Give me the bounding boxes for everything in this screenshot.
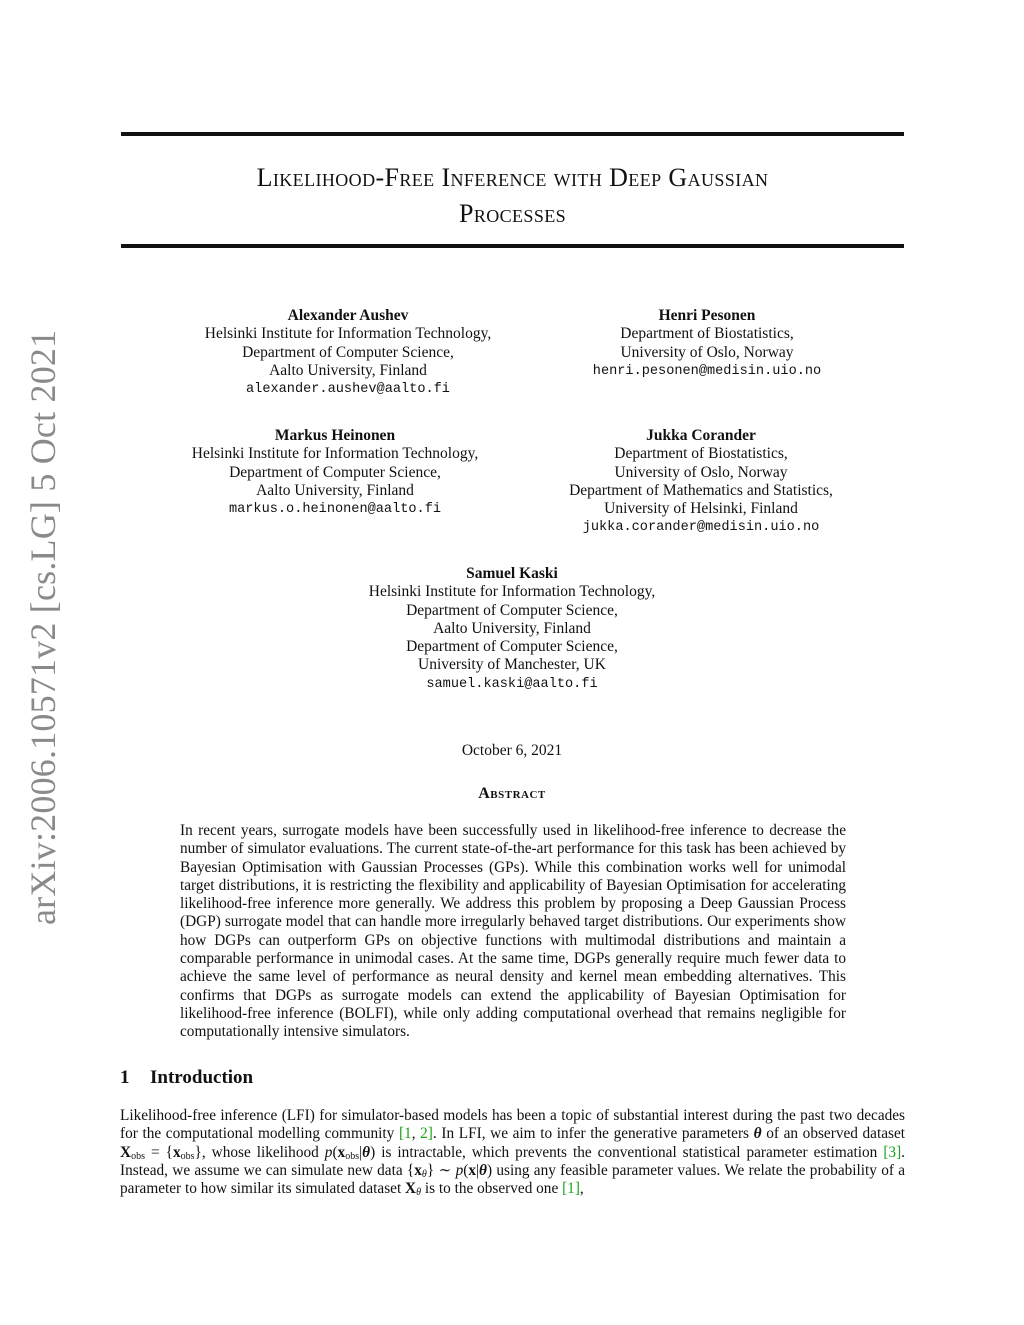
title-line-1: Likelihood-Free Inference with Deep Gaussian [256,163,769,192]
title-top-rule [121,132,904,136]
text-run: , whose likelihood [201,1143,325,1161]
math-operator: ) [370,1143,376,1161]
text-run: , [411,1125,421,1143]
math-theta: θ [479,1161,487,1179]
math-operator: } [426,1161,435,1179]
abstract-heading: Abstract [478,785,546,802]
math-theta: θ [362,1143,371,1161]
author-affiliation: Department of Biostatistics, [614,445,788,463]
abstract-text: In recent years, surrogate models have been successfully used in likelihood-free inference to decrease the number of simulator evaluations. The current state-of-the-art performance for this task has been achieved by Bayesian Optimisation with Gaussian Processes (GPs). While this combination works well for unimodal target distributions, it is restricting the flexibility and applicability of Bayesian Optimisation for accelerating likelihood-free inference more generally. We address this problem by proposing a Deep Gaussian Process (DGP) surrogate model that can handle more irregularly behaved target distributions. Our experiments show how DGPs can outperform GPs on objective functions with multimodal distributions and maintain a comparable performance in unimodal cases. At the same time, DGPs generally require much fewer data to achieve the same level of performance as neural density and kernel mean embedding alternatives. This confirms that DGPs as surrogate models can extend the applicability of Bayesian Optimisation for likelihood-free inference (BOLFI), while only adding computational overhead that remains negligible for computationally intensive simulators. [180,822,846,1041]
citation-link[interactable]: [3] [883,1143,902,1161]
title-line-2: Processes [458,199,567,228]
math-subscript: θ [416,1187,422,1199]
author-affiliation: Department of Computer Science, [406,638,618,656]
math-operator: ( [332,1143,338,1161]
text-run: . Instead, we assume we can simulate new data [120,1143,905,1179]
author-name: Alexander Aushev [287,307,409,324]
math-operator: ) [487,1161,493,1179]
author-affiliation: Helsinki Institute for Information Technology, [191,445,479,463]
text-run: of an observed dataset [761,1125,906,1143]
math-symbol: x [172,1143,181,1161]
math-subscript: obs [345,1150,360,1162]
citation-link[interactable]: [1] [562,1180,580,1198]
section-number: 1 [120,1067,130,1088]
author-affiliation: Helsinki Institute for Information Technology, [204,325,492,343]
math-symbol: p [324,1143,333,1161]
math-operator: ∼ [434,1161,456,1179]
math-operator: = { [144,1143,173,1161]
author-block [135,427,535,519]
math-subscript: θ [421,1168,427,1180]
author-block [312,565,712,694]
text-run: Likelihood-free inference (LFI) for simulator-based models has been a topic of substantial interest during the past two decades for the computational modelling community [120,1107,905,1143]
introduction-paragraph [120,1107,905,1198]
math-symbol: x [337,1143,346,1161]
author-email: alexander.aushev@aalto.fi [246,382,450,398]
section-heading [120,1067,253,1089]
author-affiliation: Helsinki Institute for Information Technology, [368,583,656,601]
math-subscript: obs [180,1150,195,1162]
math-theta: θ [753,1125,762,1143]
author-affiliation: University of Manchester, UK [418,656,606,674]
paper-date: October 6, 2021 [461,742,563,759]
author-name: Samuel Kaski [466,565,558,582]
author-name: Jukka Corander [646,427,756,444]
author-block [148,307,548,399]
author-affiliation: University of Helsinki, Finland [604,500,798,518]
math-symbol: x [468,1161,476,1179]
math-operator: ( [463,1161,469,1179]
author-affiliation: Department of Mathematics and Statistics, [569,481,833,499]
section-title: Introduction [150,1067,254,1088]
title-bottom-rule [121,244,904,248]
text-run: , [579,1180,584,1198]
arxiv-identifier: arXiv:2006.10571v2 [cs.LG] 5 Oct 2021 [23,329,63,925]
author-block [557,307,857,381]
author-affiliation: University of Oslo, Norway [614,463,788,481]
math-subscript: obs [131,1150,145,1162]
text-run: is to the observed one [421,1180,563,1198]
author-email: jukka.corander@medisin.uio.no [582,520,820,536]
author-affiliation: University of Oslo, Norway [620,343,794,361]
author-affiliation: Department of Computer Science, [406,601,618,619]
math-symbol: X [405,1180,417,1198]
author-affiliation: Aalto University, Finland [433,619,591,637]
text-run: using any feasible parameter values. We relate the probability of a parameter to how similar its simulated dataset [120,1161,905,1198]
author-affiliation: Aalto University, Finland [256,481,414,499]
citation-link[interactable]: 2] [420,1125,433,1143]
text-run: . In LFI, we aim to infer the generative parameters [432,1125,754,1143]
author-name: Markus Heinonen [274,427,396,444]
author-block [541,427,861,537]
paragraph [120,1107,905,1198]
math-operator: } [194,1143,202,1161]
math-symbol: X [120,1143,132,1161]
author-name: Henri Pesonen [658,307,756,324]
text-run: is intractable, which prevents the conventional statistical parameter estimation [375,1143,884,1161]
math-symbol: p [455,1161,464,1179]
math-operator: { [406,1161,415,1179]
paper-title [121,160,904,232]
author-email: samuel.kaski@aalto.fi [426,676,598,692]
math-operator: | [475,1161,480,1179]
citation-link[interactable]: [1 [398,1125,412,1143]
math-symbol: x [414,1161,422,1179]
author-email: henri.pesonen@medisin.uio.no [592,363,822,379]
abstract [180,822,846,1042]
author-affiliation: Department of Computer Science, [242,343,454,361]
author-affiliation: Department of Biostatistics, [620,325,794,343]
author-email: markus.o.heinonen@aalto.fi [228,502,442,518]
author-affiliation: Aalto University, Finland [269,361,427,379]
author-affiliation: Department of Computer Science, [229,463,441,481]
math-operator: | [359,1143,363,1161]
